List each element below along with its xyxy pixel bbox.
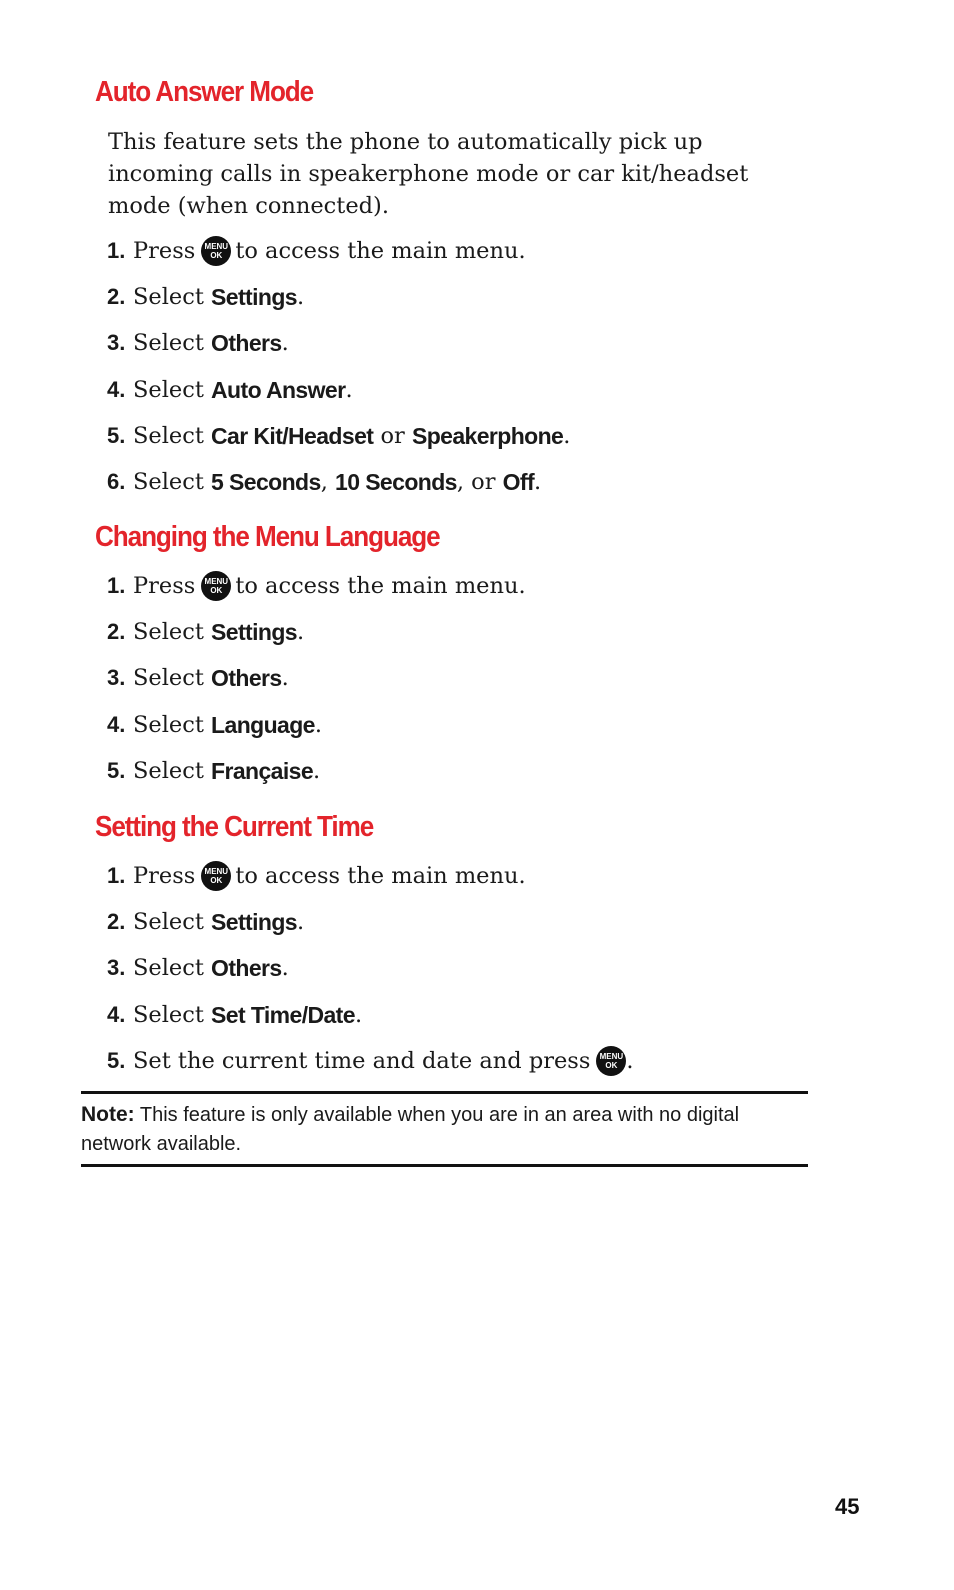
menu-ok-icon	[201, 236, 231, 266]
step-text-post: .	[313, 758, 321, 784]
step-text-pre: Select	[133, 1002, 204, 1028]
note-box	[81, 1091, 808, 1167]
step-number: 2.	[107, 284, 126, 309]
step-text-separator: , or	[456, 469, 496, 495]
menu-icon-line1: MENU	[599, 1052, 624, 1061]
step-3-menu-language	[107, 663, 289, 693]
menu-icon-line1: MENU	[204, 577, 229, 586]
section-title-current-time: Setting the Current Time	[95, 811, 374, 843]
step-number: 4.	[107, 1002, 126, 1027]
step-text-post: .	[626, 1048, 634, 1074]
step-number: 1.	[107, 573, 126, 598]
step-text-post: .	[296, 284, 305, 310]
step-text-pre: Select	[133, 712, 204, 738]
step-text-post: .	[534, 469, 542, 495]
menu-ok-icon	[201, 571, 231, 601]
menu-option-keyword: 10 Seconds	[335, 468, 457, 495]
step-number: 2.	[107, 619, 126, 644]
step-number: 4.	[107, 377, 126, 402]
menu-ok-icon	[201, 861, 231, 891]
step-text-pre: Select	[133, 330, 204, 356]
menu-option-keyword: Settings	[211, 908, 297, 935]
page-number: 45	[835, 1494, 860, 1519]
menu-option-keyword: Others	[211, 664, 282, 691]
menu-option-keyword: Settings	[211, 283, 297, 310]
step-2-menu-language	[107, 617, 304, 647]
step-text-pre: Press	[133, 863, 196, 889]
step-number: 5.	[107, 1048, 126, 1073]
step-4-menu-language	[107, 710, 322, 740]
menu-ok-icon	[596, 1046, 626, 1076]
note-body: This feature is only available when you are in an area with no digital network available.	[81, 1104, 740, 1155]
step-text-pre: Select	[133, 619, 204, 645]
step-text-post: .	[281, 665, 289, 691]
menu-icon-line1: MENU	[204, 867, 229, 876]
step-text-post: .	[314, 712, 323, 738]
menu-icon-line1: MENU	[204, 242, 229, 251]
step-text-post: to access the main menu.	[235, 238, 526, 264]
step-5-current-time	[107, 1046, 634, 1076]
step-6-auto-answer	[107, 467, 541, 497]
step-text-post: .	[563, 423, 571, 449]
menu-option-keyword: Française	[211, 757, 314, 784]
step-5-menu-language	[107, 756, 320, 786]
step-text-mid: or	[380, 423, 405, 449]
step-text-post: .	[281, 955, 289, 981]
step-text-pre: Select	[133, 284, 204, 310]
menu-option-keyword: Off	[502, 468, 535, 495]
menu-icon-line2: OK	[210, 586, 223, 595]
note-text	[81, 1100, 801, 1159]
step-text-pre: Select	[133, 955, 204, 981]
step-text-pre: Press	[133, 238, 196, 264]
step-4-current-time	[107, 1000, 362, 1030]
step-text-post: to access the main menu.	[235, 863, 526, 889]
step-number: 3.	[107, 665, 126, 690]
step-5-auto-answer	[107, 421, 570, 451]
step-number: 2.	[107, 909, 126, 934]
step-text-post: .	[354, 1002, 363, 1028]
menu-option-keyword: Others	[211, 329, 282, 356]
step-number: 1.	[107, 863, 126, 888]
step-number: 1.	[107, 238, 126, 263]
menu-option-keyword: Others	[211, 954, 282, 981]
menu-icon-line2: OK	[210, 876, 223, 885]
step-2-current-time	[107, 907, 304, 937]
step-text-post: .	[296, 619, 305, 645]
step-text-pre: Press	[133, 573, 196, 599]
menu-option-keyword: Set Time/Date	[211, 1001, 355, 1028]
menu-option-keyword: Settings	[211, 618, 297, 645]
section-title-menu-language: Changing the Menu Language	[95, 521, 440, 553]
step-1-auto-answer	[107, 236, 526, 266]
menu-option-keyword: Language	[211, 711, 315, 738]
menu-icon-line2: OK	[210, 251, 223, 260]
step-number: 3.	[107, 955, 126, 980]
step-3-auto-answer	[107, 328, 289, 358]
step-text-post: .	[296, 909, 305, 935]
menu-option-keyword: Auto Answer	[211, 376, 346, 403]
step-text-pre: Set the current time and date and press	[133, 1048, 591, 1074]
menu-option-keyword: Speakerphone	[411, 422, 564, 449]
section-title-auto-answer: Auto Answer Mode	[95, 76, 314, 108]
step-text-pre: Select	[133, 758, 204, 784]
menu-icon-line2: OK	[605, 1061, 618, 1070]
step-number: 6.	[107, 469, 126, 494]
step-text-post: .	[281, 330, 289, 356]
menu-option-keyword: 5 Seconds	[211, 468, 321, 495]
step-2-auto-answer	[107, 282, 304, 312]
step-text-post: to access the main menu.	[235, 573, 526, 599]
step-text-pre: Select	[133, 665, 204, 691]
step-number: 3.	[107, 330, 126, 355]
menu-option-keyword: Car Kit/Headset	[211, 422, 374, 449]
step-text-separator: ,	[320, 469, 328, 495]
step-number: 5.	[107, 758, 126, 783]
section-intro-auto-answer: This feature sets the phone to automatically pick up incoming calls in speakerphone mode or car kit/headset mode (when connected).	[108, 129, 749, 219]
step-text-pre: Select	[133, 909, 204, 935]
step-3-current-time	[107, 953, 289, 983]
step-1-current-time	[107, 861, 526, 891]
step-text-pre: Select	[133, 469, 204, 495]
step-number: 5.	[107, 423, 126, 448]
step-number: 4.	[107, 712, 126, 737]
step-4-auto-answer	[107, 375, 353, 405]
step-text-pre: Select	[133, 423, 204, 449]
step-1-menu-language	[107, 571, 526, 601]
step-text-pre: Select	[133, 377, 204, 403]
step-text-post: .	[345, 377, 353, 403]
note-label: Note:	[81, 1103, 135, 1126]
